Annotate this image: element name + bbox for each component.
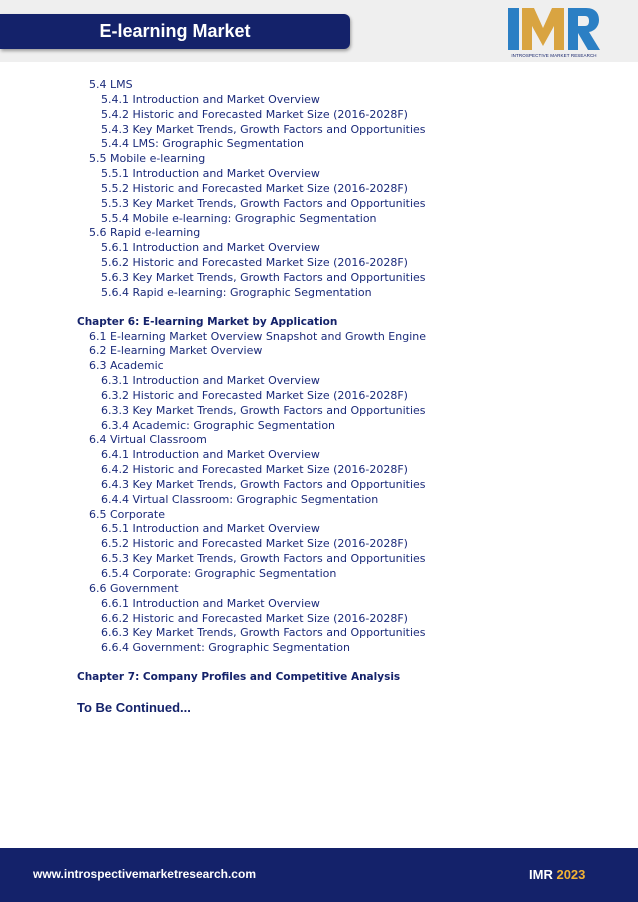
toc-subsection: 6.4.2 Historic and Forecasted Market Size (2016-2028F) — [101, 463, 408, 477]
footer-year: 2023 — [556, 867, 586, 882]
toc-subsection: 5.5.1 Introduction and Market Overview — [101, 167, 320, 181]
page-title: E-learning Market — [99, 21, 251, 41]
toc-subsection: 6.3.3 Key Market Trends, Growth Factors and Opportunities — [101, 403, 426, 417]
toc-section: 6.3 Academic — [89, 359, 164, 373]
imr-logo-letters — [508, 6, 600, 50]
toc-subsection: 5.6.1 Introduction and Market Overview — [101, 241, 320, 255]
toc-subsection: 6.4.4 Virtual Classroom: Grographic Segmentation — [101, 492, 379, 506]
footer-website-link[interactable]: www.introspectivemarketresearch.com — [33, 867, 256, 881]
toc-subsection: 6.6.4 Government: Grographic Segmentation — [101, 641, 350, 655]
toc-section: 5.6 Rapid e-learning — [89, 226, 201, 240]
toc-section: 5.4 LMS — [89, 78, 133, 91]
toc-section: 6.6 Government — [89, 581, 179, 595]
toc-section: 6.1 E-learning Market Overview Snapshot and Growth Engine — [89, 329, 426, 343]
toc-section: 6.4 Virtual Classroom — [89, 433, 207, 447]
toc-subsection: 5.4.2 Historic and Forecasted Market Size (2016-2028F) — [101, 107, 408, 121]
toc-subsection: 5.4.3 Key Market Trends, Growth Factors and Opportunities — [101, 122, 426, 136]
logo-tagline: INTROSPECTIVE MARKET RESEARCH — [511, 53, 597, 58]
toc-subsection: 6.6.3 Key Market Trends, Growth Factors and Opportunities — [101, 626, 426, 640]
footer-brand-name: IMR — [529, 867, 553, 882]
footer-brand — [529, 867, 585, 882]
toc-subsection: 5.4.4 LMS: Grographic Segmentation — [101, 137, 304, 151]
toc-section: 6.5 Corporate — [89, 507, 165, 521]
toc-chapter-heading: Chapter 7: Company Profiles and Competitive Analysis — [77, 671, 401, 684]
toc-subsection: 6.3.2 Historic and Forecasted Market Size (2016-2028F) — [101, 388, 408, 402]
table-of-contents — [0, 78, 638, 685]
spacer — [0, 301, 638, 315]
toc-subsection: 6.4.1 Introduction and Market Overview — [101, 448, 320, 462]
imr-logo — [508, 6, 600, 58]
toc-chapter-heading: Chapter 6: E-learning Market by Application — [77, 315, 338, 328]
toc-subsection: 6.5.4 Corporate: Grographic Segmentation — [101, 567, 337, 580]
toc-subsection: 6.5.1 Introduction and Market Overview — [101, 522, 320, 536]
footer-bar — [0, 848, 638, 902]
toc-subsection: 5.6.3 Key Market Trends, Growth Factors and Opportunities — [101, 270, 426, 284]
toc-subsection: 5.5.2 Historic and Forecasted Market Size (2016-2028F) — [101, 181, 408, 195]
toc-subsection: 6.4.3 Key Market Trends, Growth Factors and Opportunities — [101, 477, 426, 491]
toc-subsection: 6.5.3 Key Market Trends, Growth Factors and Opportunities — [101, 552, 426, 566]
toc-subsection: 6.6.1 Introduction and Market Overview — [101, 596, 320, 610]
toc-subsection: 5.5.3 Key Market Trends, Growth Factors and Opportunities — [101, 196, 426, 210]
toc-subsection: 5.5.4 Mobile e-learning: Grographic Segmentation — [101, 211, 377, 225]
toc-subsection: 5.4.1 Introduction and Market Overview — [101, 92, 320, 106]
toc-subsection: 6.6.2 Historic and Forecasted Market Size (2016-2028F) — [101, 611, 408, 625]
toc-section: 5.5 Mobile e-learning — [89, 152, 206, 166]
to-be-continued-text: To Be Continued... — [77, 700, 191, 715]
toc-subsection: 5.6.2 Historic and Forecasted Market Size (2016-2028F) — [101, 256, 408, 270]
toc-subsection: 6.3.4 Academic: Grographic Segmentation — [101, 418, 336, 432]
toc-subsection: 6.3.1 Introduction and Market Overview — [101, 374, 320, 388]
toc-subsection: 5.6.4 Rapid e-learning: Grographic Segmentation — [101, 285, 372, 299]
toc-subsection: 6.5.2 Historic and Forecasted Market Size (2016-2028F) — [101, 537, 408, 551]
title-banner — [0, 14, 350, 49]
toc-section: 6.2 E-learning Market Overview — [89, 344, 263, 358]
spacer — [0, 656, 638, 670]
